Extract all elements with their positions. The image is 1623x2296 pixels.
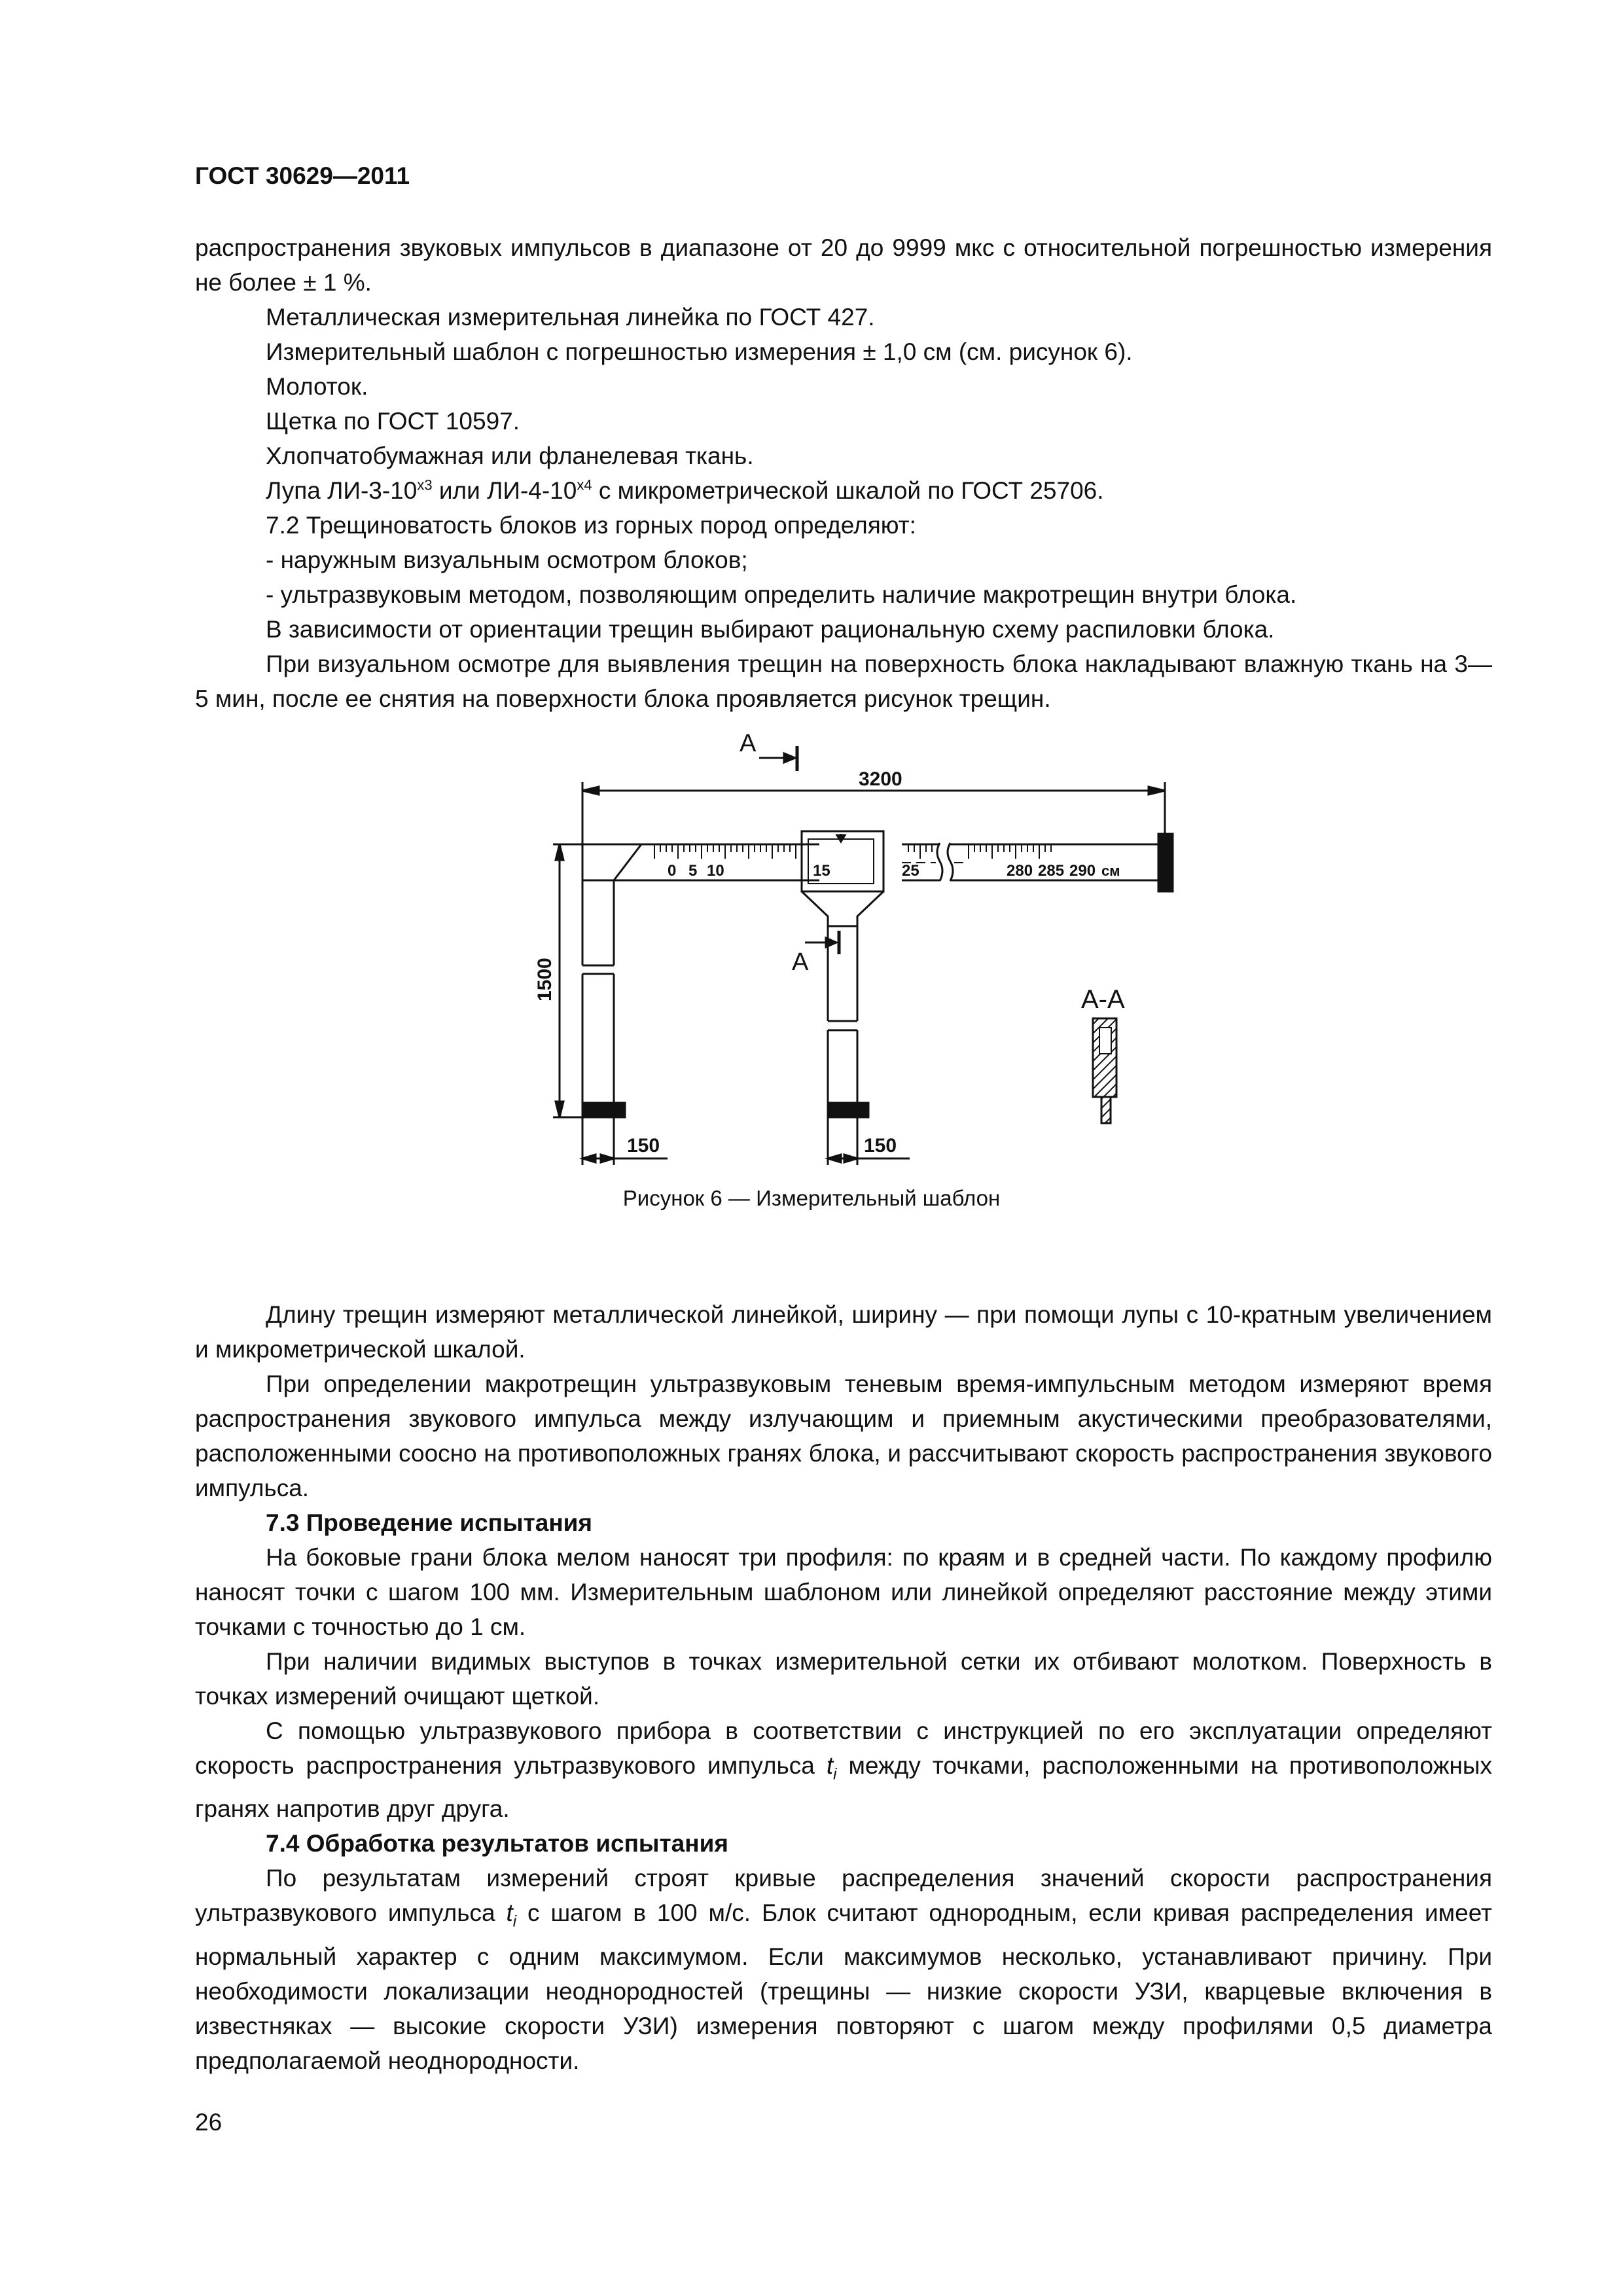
paragraph: При наличии видимых выступов в точках измерительной сетки их отбивают молотком. Поверхность в точках измерений очищают щеткой.: [195, 1648, 1492, 1710]
section-7-2: 7.2 Трещиноватость блоков из горных пород определяют:: [266, 512, 916, 539]
paragraph: Измерительный шаблон с погрешностью измерения ± 1,0 см (см. рисунок 6).: [266, 338, 1133, 365]
scale-label: 15: [813, 862, 830, 880]
scale-label: 5: [688, 862, 698, 880]
list-item: - наружным визуальным осмотром блоков;: [266, 547, 748, 573]
section-letter-top: А: [740, 730, 757, 757]
section-heading-7-3: 7.3 Проведение испытания: [266, 1509, 593, 1536]
figure-caption: Рисунок 6 — Измерительный шаблон: [622, 1186, 1001, 1210]
section-arrow-head-top: [784, 753, 795, 762]
figure-measuring-template: [517, 720, 1198, 1165]
list-item: - ультразвуковым методом, позволяющим определить наличие макротрещин внутри блока.: [266, 581, 1297, 608]
paragraph: Молоток.: [266, 373, 368, 400]
scale-label-unit: см: [1101, 863, 1120, 879]
paragraph: Длину трещин измеряют металлической линейкой, ширину — при помощи лупы с 10-кратным увеличением и микрометрической шкалой.: [195, 1301, 1492, 1363]
section-heading-7-4: 7.4 Обработка результатов испытания: [266, 1830, 728, 1857]
top-text-block: [195, 230, 1492, 716]
paragraph: В зависимости от ориентации трещин выбирают рациональную схему распиловки блока.: [266, 616, 1275, 643]
scale-label: 10: [707, 862, 724, 880]
dim-height-label: 1500: [534, 958, 556, 1001]
section-aa-label: А-А: [1081, 985, 1125, 1014]
dim-foot-left-label: 150: [627, 1135, 660, 1157]
paragraph: С помощью ультразвукового прибора в соответствии с инструкцией по его эксплуатации определяют скорость распространения ультразвукового импульса $t_i$ между точками, расположенными на противоположных гранях напротив друг друга.: [195, 1717, 1492, 1823]
paragraph: Хлопчатобумажная или фланелевая ткань.: [266, 442, 754, 469]
foot-left: [582, 1103, 625, 1117]
section-letter-mid: А: [792, 948, 809, 976]
scale-label: 290: [1069, 862, 1096, 880]
scale-label: 25: [902, 862, 919, 880]
document-header: ГОСТ 30629—2011: [195, 162, 410, 189]
paragraph-loupe: Лупа $ЛИ-3-10^{x3}$ или $ЛИ-4-10^{x4}$ с микрометрической шкалой по ГОСТ 25706.: [266, 476, 1104, 504]
paragraph: На боковые грани блока мелом наносят три профиля: по краям и в средней части. По каждому профилю наносят точки с шагом 100 мм. Измерительным шаблоном или линейкой определяют расстояние между этими точками с точностью до 1 см.: [195, 1544, 1492, 1640]
paragraph: При визуальном осмотре для выявления трещин на поверхность блока накладывают влажную ткань на 3— 5 мин, после ее снятия на поверхности блока проявляется рисунок трещин.: [195, 651, 1492, 712]
paragraph: При определении макротрещин ультразвуковым теневым время-импульсным методом измеряют время распространения звукового импульса между излучающим и приемным акустическими преобразователями, расположенными соосно на противоположных гранях блока, и рассчитывают скорость распространения звукового импульса.: [195, 1371, 1492, 1501]
scale-ticks: [654, 844, 1051, 859]
dim-foot-right-label: 150: [864, 1135, 897, 1157]
paragraph: Щетка по ГОСТ 10597.: [266, 408, 520, 435]
paragraph: По результатам измерений строят кривые распределения значений скорости распространения ультразвукового импульса $t_i$ с шагом в 100 м/с. Блок считают однородным, если кривая распределения имеет нормальный характер с одним максимумом. Если максимумов несколько, устанавливают причину. При необходимости локализации неоднородностей (трещины — низкие скорости УЗИ, кварцевые включения в известняках — высокие скорости УЗИ) измерения повторяют с шагом между профилями 0,5 диаметра предполагаемой неоднородности.: [195, 1865, 1492, 2074]
end-plate: [1158, 834, 1173, 891]
body-text-block: [195, 1297, 1492, 2078]
foot-right: [828, 1103, 868, 1117]
scale-label: 0: [668, 862, 677, 880]
scale-label: 285: [1038, 862, 1065, 880]
paragraph: Металлическая измерительная линейка по ГОСТ 427.: [266, 304, 875, 331]
scale-label: 280: [1007, 862, 1033, 880]
paragraph: распространения звуковых импульсов в диапазоне от 20 до 9999 мкс с относительной погрешностью измерения не более ± 1 %.: [195, 234, 1492, 296]
dim-length-label: 3200: [859, 768, 902, 790]
page-number: 26: [195, 2109, 223, 2136]
